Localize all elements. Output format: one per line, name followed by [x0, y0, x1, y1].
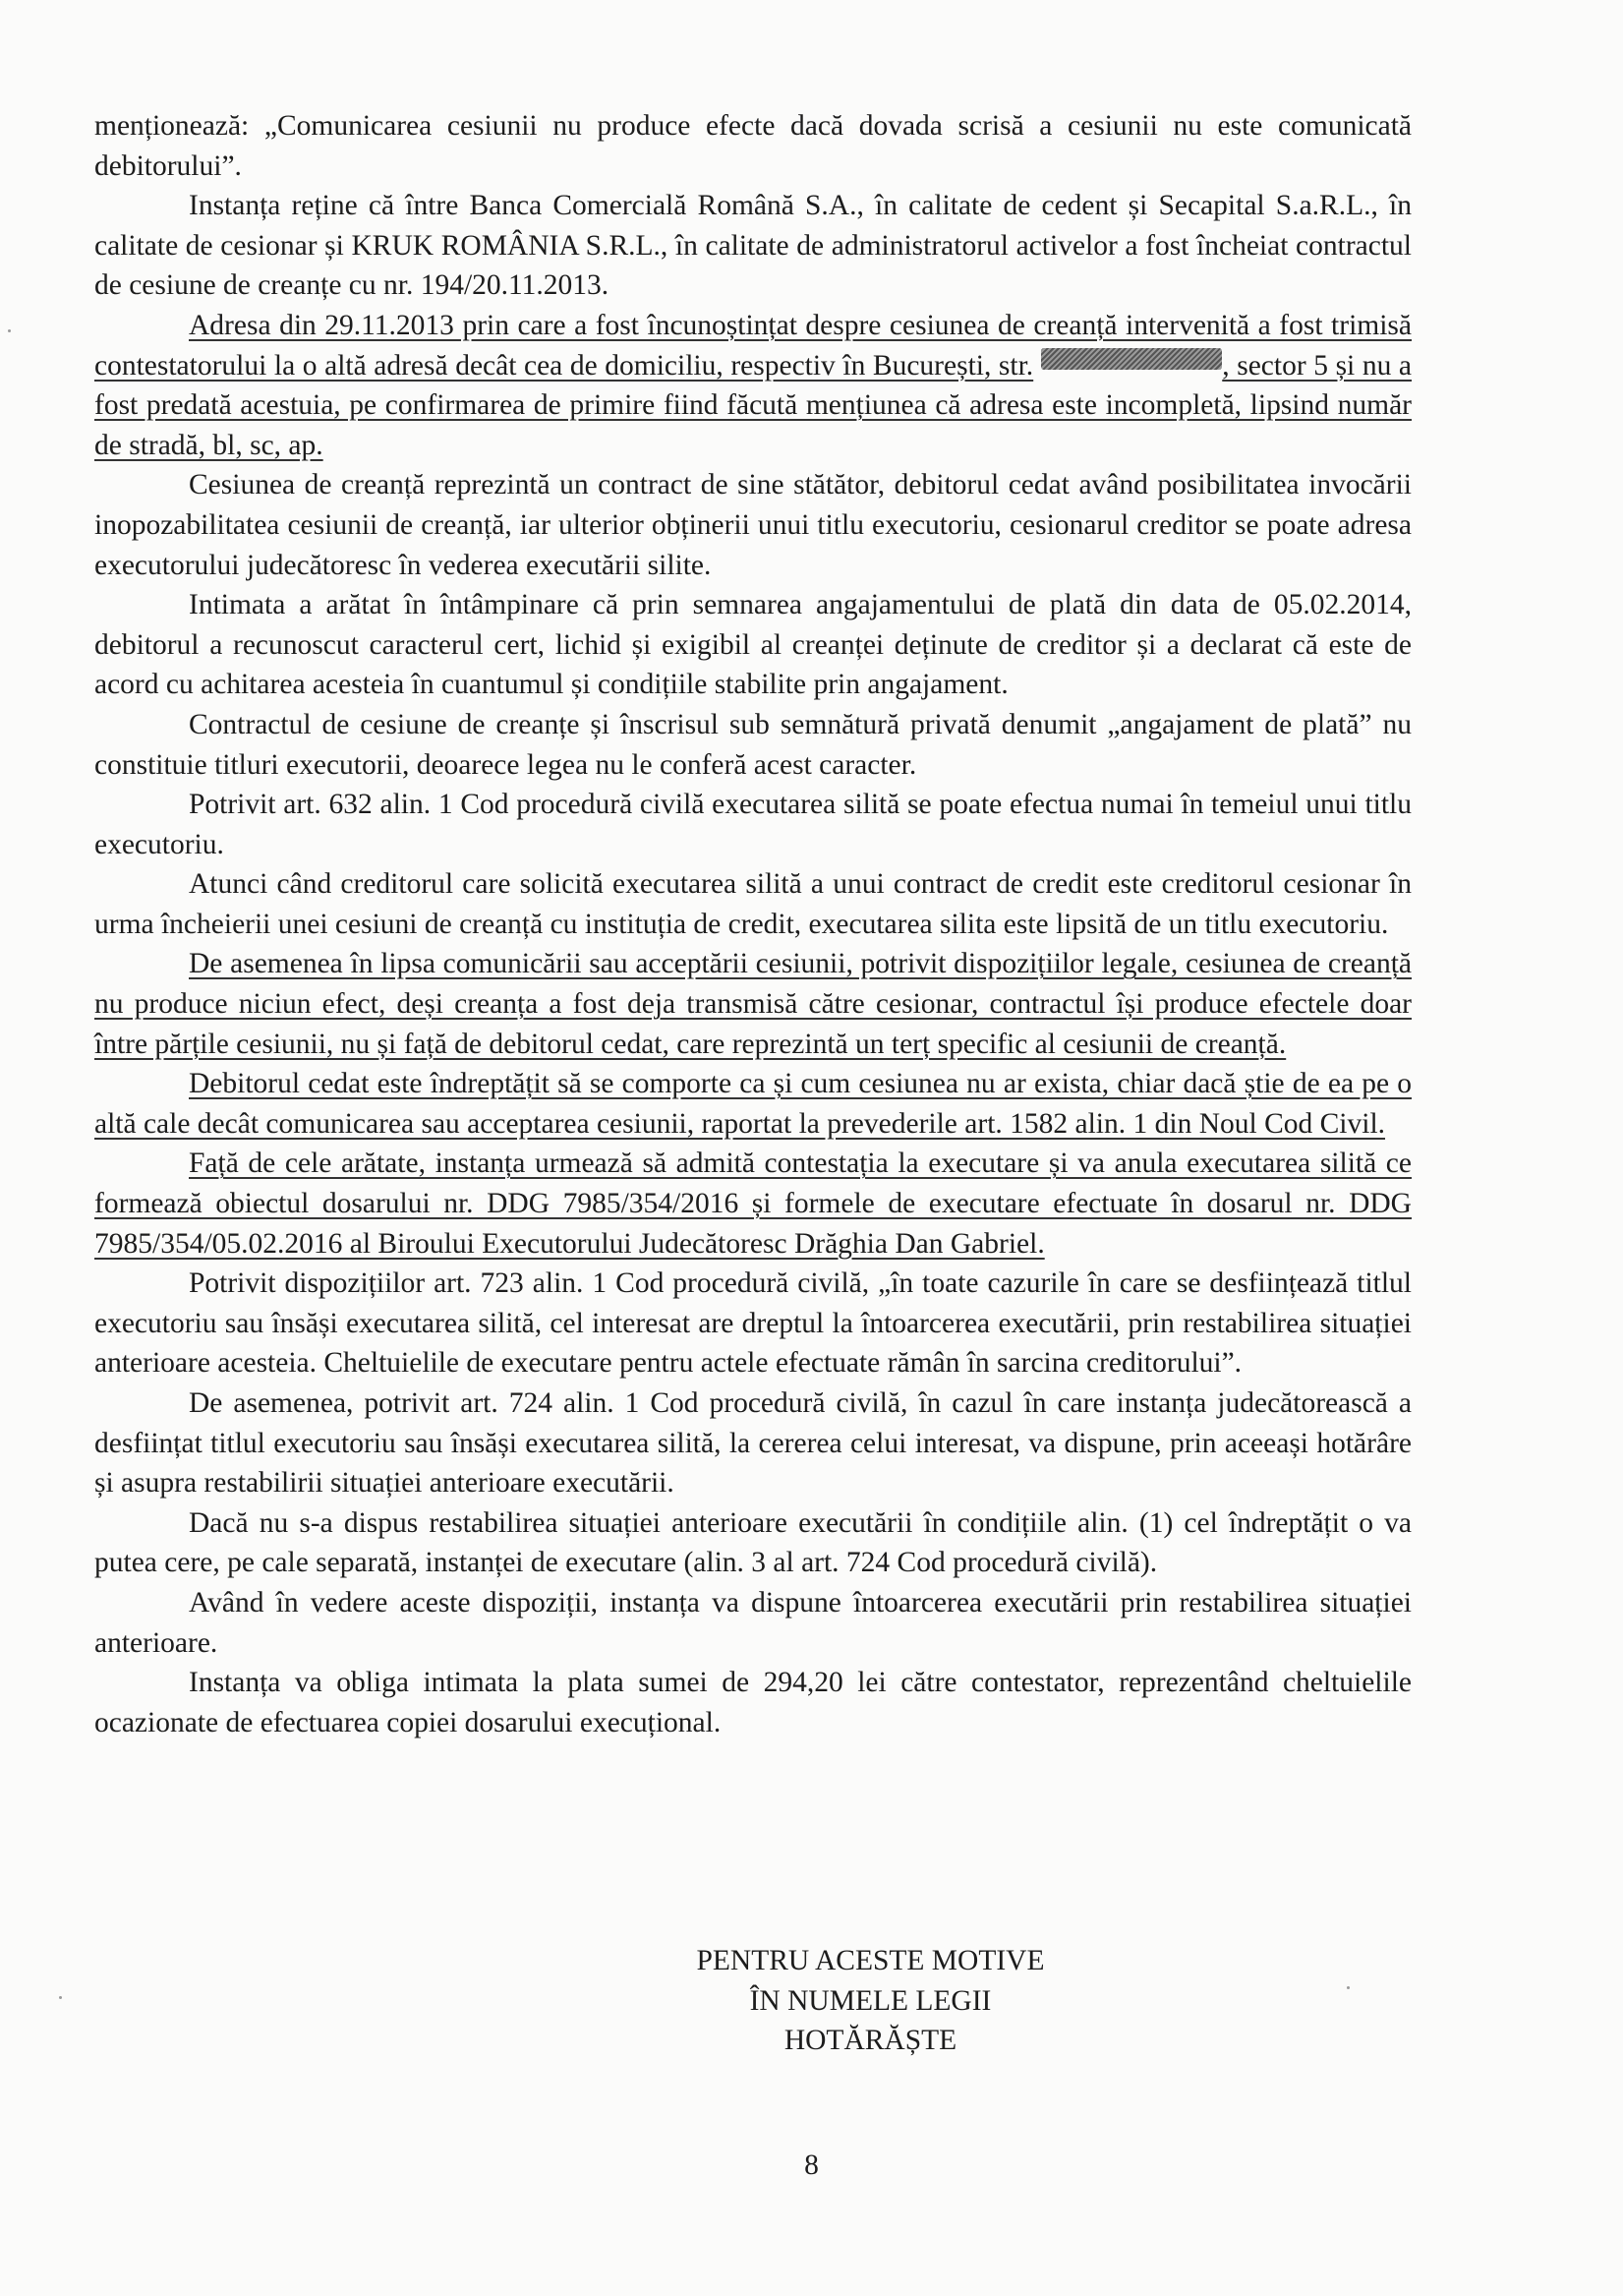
paragraph-text: Debitorul cedat este îndreptățit să se comporte ca și cum cesiunea nu ar exista, chiar dacă știe de ea pe o altă cale decât comunicarea sau acceptarea cesiunii, raportat la prevederile art. 1582 alin. 1 din Noul Cod Civil.	[94, 1068, 1412, 1140]
paragraph-text: , sector 5 și nu a fost predată acestuia, pe confirmarea de primire fiind făcută mențiunea că adresa este incompletă, lipsind număr de stradă, bl, sc, ap.	[94, 349, 1413, 461]
paragraph: Cesiunea de creanță reprezintă un contract de sine stătător, debitorul cedat având posibilitatea invocării inopozabilitatea cesiunii de creanță, iar ulterior obținerii unui titlu executoriu, cesionarul creditor se poate adresa executorului judecătoresc în vederea executării silite.	[94, 469, 1412, 581]
paragraph	[94, 306, 1412, 465]
paragraph: Instanța va obliga intimata la plata sumei de 294,20 lei către contestator, reprezentând cheltuielile ocazionate de efectuarea copiei dosarului execuțional.	[94, 1667, 1412, 1738]
paragraph: Dacă nu s-a dispus restabilirea situației anterioare executării în condițiile alin. (1) cel îndreptățit o va putea cere, pe cale separată, instanței de executare (alin. 3 al art. 724 Cod procedură civilă).	[94, 1506, 1412, 1579]
paragraph: Potrivit art. 632 alin. 1 Cod procedură civilă executarea silită se poate efectua numai în temeiul unui titlu executoriu.	[94, 789, 1412, 860]
paragraph	[94, 944, 1412, 1064]
body-text	[94, 106, 1412, 1742]
ruling-heading	[0, 1941, 1623, 2061]
paragraph: Atunci când creditorul care solicită executarea silită a unui contract de credit este creditorul cesionar în urma încheierii unei cesiuni de creanță cu instituția de credit, executarea silita este lipsită de un titlu executoriu.	[94, 868, 1412, 940]
heading-line: HOTĂRĂȘTE	[783, 2025, 957, 2057]
heading-line: ÎN NUMELE LEGII	[749, 1984, 992, 2017]
paragraph: Instanța reține că între Banca Comercială Română S.A., în calitate de cedent și Secapital S.a.R.L., în calitate de cesionar și KRUK ROMÂNIA S.R.L., în calitate de administratorul activelor a fost încheiat contractul de cesiune de creanțe cu nr. 194/20.11.2013.	[94, 190, 1412, 302]
heading-line: PENTRU ACESTE MOTIVE	[696, 1945, 1045, 1976]
redacted-street-name	[1041, 348, 1222, 370]
paragraph: Având în vedere aceste dispoziții, instanța va dispune întoarcerea executării prin restabilirea situației anterioare.	[94, 1586, 1412, 1659]
paragraph-text: Față de cele arătate, instanța urmează să admită contestația la executare și va anula executarea silită ce formează obiectul dosarului nr. DDG 7985/354/2016 și formele de executare efectuate în dosarul nr. DDG 7985/354/05.02.2016 al Biroului Executorului Judecătoresc Drăghia Dan Gabriel.	[94, 1148, 1412, 1260]
page-number: 8	[804, 2149, 819, 2181]
paragraph: Contractul de cesiune de creanțe și înscrisul sub semnătură privată denumit „angajament de plată” nu constituie titluri executorii, deoarece legea nu le conferă acest caracter.	[94, 708, 1412, 781]
paragraph: De asemenea, potrivit art. 724 alin. 1 Cod procedură civilă, în cazul în care instanța judecătorească a desființat titlul executoriu sau însăși executarea silită, la cererea celui interesat, va dispune, prin aceeași hotărâre și asupra restabilirii situației anterioare executării.	[94, 1387, 1412, 1500]
paragraph	[94, 1064, 1412, 1144]
paragraph	[94, 1144, 1412, 1264]
paragraph: Intimata a arătat în întâmpinare că prin semnarea angajamentului de plată din data de 05.02.2014, debitorul a recunoscut caracterul cert, lichid și exigibil al creanței deținute de creditor și a declarat că este de acord cu achitarea acesteia în cuantumul și condițiile stabilite prin angajament.	[94, 589, 1412, 701]
paragraph: Potrivit dispozițiilor art. 723 alin. 1 Cod procedură civilă, „în toate cazurile în care se desființează titlul executoriu sau însăși executarea silită, cel interesat are dreptul la întoarcerea executării, prin restabilirea situației anterioare acesteia. Cheltuielile de executare pentru actele efectuate rămân în sarcina creditorului”.	[94, 1267, 1412, 1380]
paragraph: menționează: „Comunicarea cesiunii nu produce efecte dacă dovada scrisă a cesiunii nu este comunicată debitorului”.	[94, 110, 1412, 182]
paragraph-text: Adresa din 29.11.2013 prin care a fost încunoștințat despre cesiunea de creanță intervenită a fost trimisă contestatorului la o altă adresă decât cea de domiciliu, respectiv în București, str.	[94, 309, 1412, 382]
paragraph-text: De asemenea în lipsa comunicării sau acceptării cesiunii, potrivit dispozițiilor legale, cesiunea de creanță nu produce niciun efect, deși creanța a fost deja transmisă către cesionar, contractul își produce efectele doar între părțile cesiunii, nu și față de debitorul cedat, care reprezintă un terț specific al cesiunii de creanță.	[94, 948, 1412, 1060]
scan-speck	[8, 329, 11, 332]
